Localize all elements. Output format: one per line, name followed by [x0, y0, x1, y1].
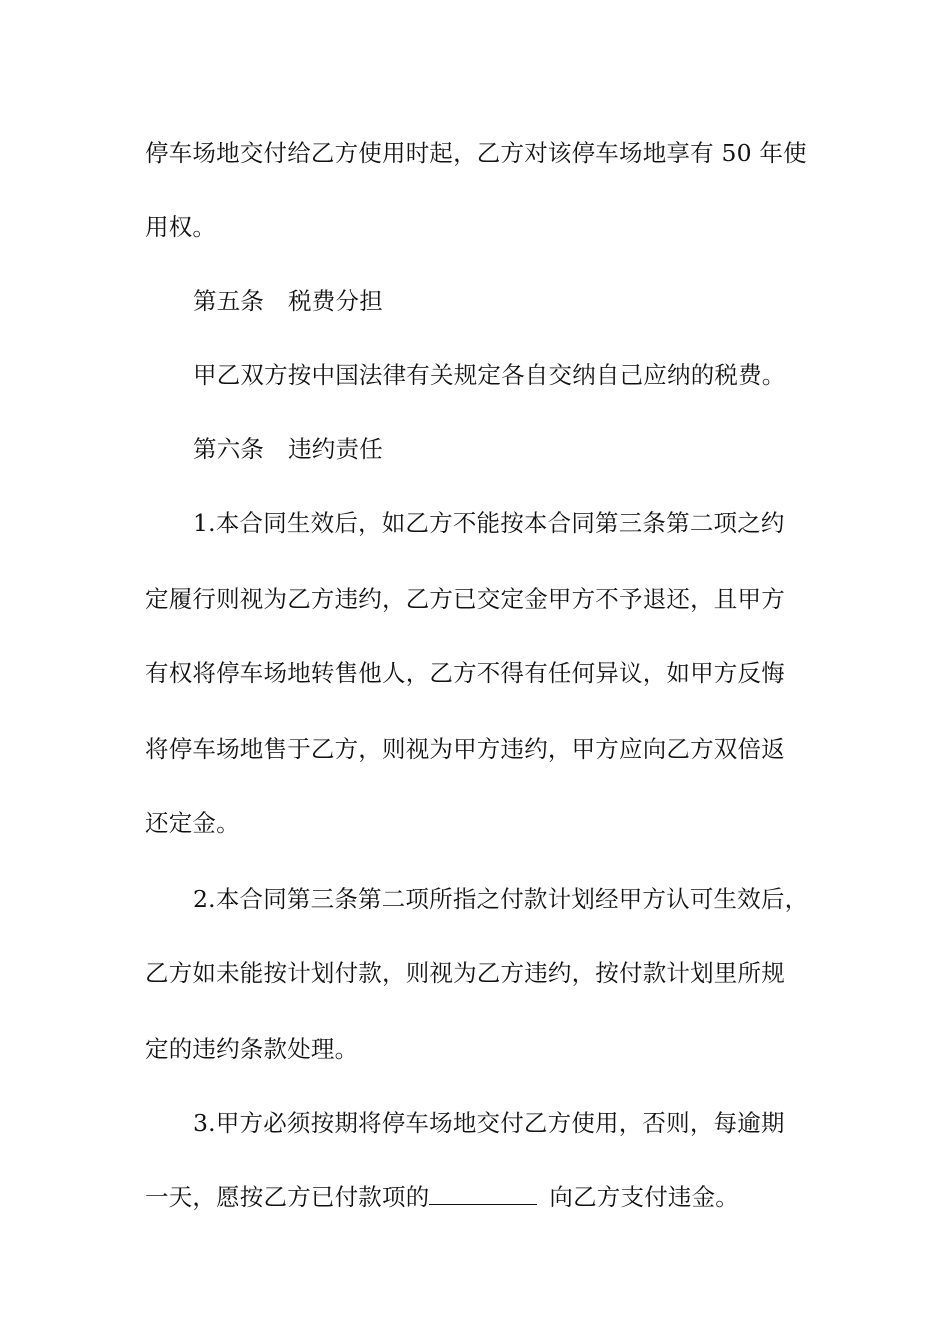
text-line: 甲乙双方按中国法律有关规定各自交纳自己应纳的税费。 [193, 361, 786, 389]
text-line-with-blank [145, 1182, 815, 1212]
article-heading [193, 286, 815, 316]
article-number: 第六条 [193, 435, 265, 463]
text-line: 用权。 [145, 213, 217, 241]
article-title: 税费分担 [288, 287, 383, 315]
text-line: 定的违约条款处理。 [145, 1035, 359, 1063]
text-line: 将停车场地售于乙方，则视为甲方违约，甲方应向乙方双倍返 [145, 735, 785, 763]
fill-in-blank [429, 1182, 537, 1205]
text-line: 还定金。 [145, 809, 240, 837]
text-segment: 一天，愿按乙方已付款项的 [145, 1183, 430, 1211]
text-line: 停车场地交付给乙方使用时起，乙方对该停车场地享有 50 年使 [145, 139, 807, 167]
text-line: 1.本合同生效后，如乙方不能按本合同第三条第二项之约 [193, 509, 785, 537]
text-line: 有权将停车场地转售他人，乙方不得有任何异议，如甲方反悔 [145, 659, 785, 687]
article-heading [193, 434, 815, 464]
text-line: 3.甲方必须按期将停车场地交付乙方使用，否则，每逾期 [193, 1109, 785, 1137]
text-segment: 向乙方支付违金。 [549, 1183, 740, 1211]
text-line: 乙方如未能按计划付款，则视为乙方违约，按付款计划里所规 [145, 959, 785, 987]
article-title: 违约责任 [288, 435, 383, 463]
article-number: 第五条 [193, 287, 265, 315]
text-line: 2.本合同第三条第二项所指之付款计划经甲方认可生效后， [193, 885, 809, 913]
text-line: 定履行则视为乙方违约，乙方已交定金甲方不予退还，且甲方 [145, 585, 785, 613]
